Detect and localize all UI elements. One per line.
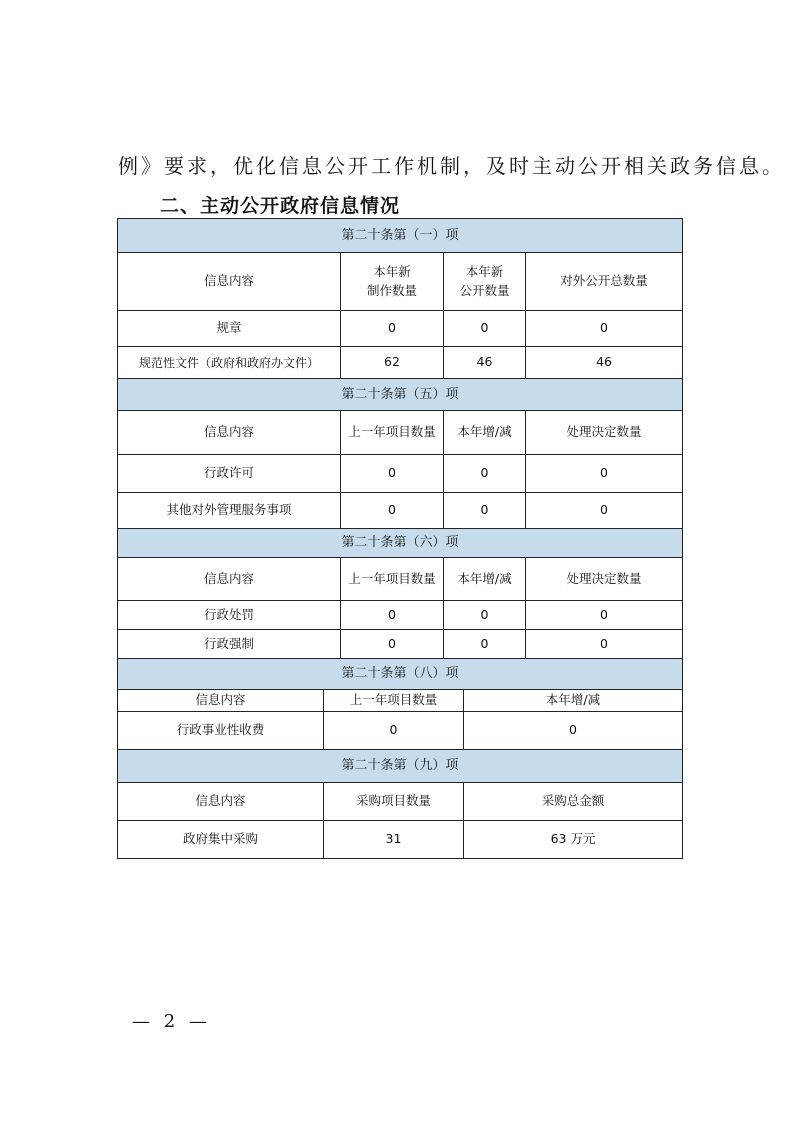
- header-cell: 上一年项目数量: [341, 411, 444, 455]
- row-label: 行政许可: [118, 455, 341, 493]
- row-label: 规章: [118, 311, 341, 347]
- row-label: 行政强制: [118, 630, 341, 659]
- header-cell: 本年新 公开数量: [444, 253, 526, 311]
- section-title-1: 第二十条第（一）项: [118, 219, 683, 253]
- value-cell: 31: [324, 821, 464, 859]
- section-title-5: 第二十条第（五）项: [118, 379, 683, 411]
- section-title-9: 第二十条第（九）项: [118, 750, 683, 783]
- row-label: 规范性文件（政府和政府办文件）: [118, 347, 341, 379]
- header-cell: 信息内容: [118, 411, 341, 455]
- row-label: 行政处罚: [118, 601, 341, 630]
- section-heading: 二、主动公开政府信息情况: [160, 195, 401, 217]
- value-cell: 0: [341, 311, 444, 347]
- header-cell: 本年增/减: [444, 558, 526, 601]
- header-cell: 本年新 制作数量: [341, 253, 444, 311]
- row-label: 其他对外管理服务事项: [118, 493, 341, 529]
- header-cell: 采购总金额: [464, 783, 683, 821]
- value-cell: 0: [444, 311, 526, 347]
- value-cell: 0: [341, 455, 444, 493]
- value-cell: 0: [444, 601, 526, 630]
- header-cell: 上一年项目数量: [341, 558, 444, 601]
- header-cell: 采购项目数量: [324, 783, 464, 821]
- value-cell: 62: [341, 347, 444, 379]
- value-cell: 0: [444, 630, 526, 659]
- value-cell: 0: [444, 493, 526, 529]
- header-cell: 处理决定数量: [526, 558, 683, 601]
- header-cell: 本年增/减: [444, 411, 526, 455]
- value-cell: 0: [526, 630, 683, 659]
- value-cell: 0: [526, 311, 683, 347]
- value-cell: 46: [526, 347, 683, 379]
- section-title-8: 第二十条第（八）项: [118, 659, 683, 690]
- disclosure-table: [117, 218, 683, 859]
- section-title-6: 第二十条第（六）项: [118, 529, 683, 558]
- header-cell: 信息内容: [118, 783, 324, 821]
- row-label: 行政事业性收费: [118, 712, 324, 750]
- value-cell: 0: [341, 493, 444, 529]
- value-cell: 0: [526, 493, 683, 529]
- value-cell: 63 万元: [464, 821, 683, 859]
- header-cell: 对外公开总数量: [526, 253, 683, 311]
- header-cell: 信息内容: [118, 690, 324, 712]
- value-cell: 0: [464, 712, 683, 750]
- intro-paragraph: 例》要求，优化信息公开工作机制，及时主动公开相关政务信息。: [118, 154, 785, 178]
- header-cell: 本年增/减: [464, 690, 683, 712]
- header-cell: 信息内容: [118, 558, 341, 601]
- page-number: — 2 —: [132, 1011, 211, 1032]
- header-cell: 信息内容: [118, 253, 341, 311]
- value-cell: 0: [341, 630, 444, 659]
- value-cell: 0: [341, 601, 444, 630]
- value-cell: 0: [444, 455, 526, 493]
- value-cell: 0: [526, 601, 683, 630]
- value-cell: 0: [526, 455, 683, 493]
- header-cell: 处理决定数量: [526, 411, 683, 455]
- header-cell: 上一年项目数量: [324, 690, 464, 712]
- value-cell: 46: [444, 347, 526, 379]
- value-cell: 0: [324, 712, 464, 750]
- row-label: 政府集中采购: [118, 821, 324, 859]
